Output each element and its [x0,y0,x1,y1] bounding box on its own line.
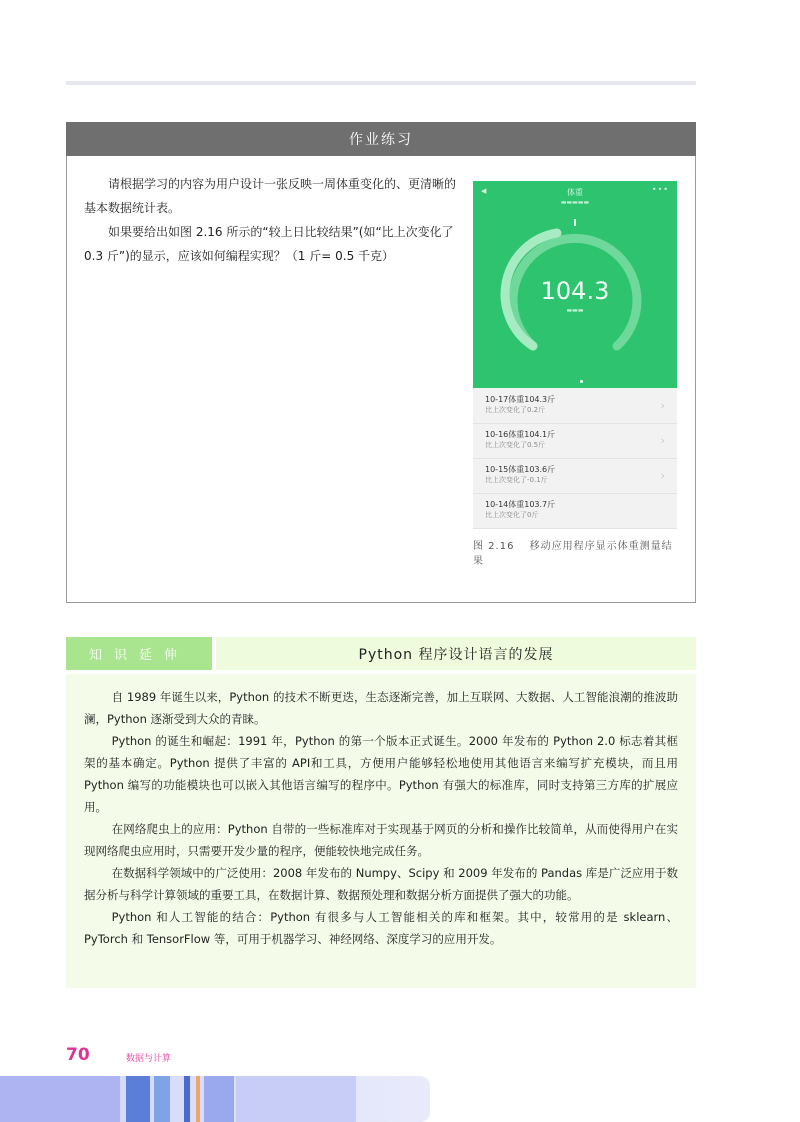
list-item-title: 10-16体重104.1斤 [485,430,556,439]
exercise-header: 作业练习 [66,122,696,156]
weight-value: 104.3 [540,277,610,305]
exercise-paragraph: 如果要给出如图 2.16 所示的“较上日比较结果”(如“比上次变化了 0.3 斤”)的显示，应该如何编程实现？（1 斤= 0.5 千克） [84,225,454,263]
back-arrow-icon: ◀ [481,187,487,195]
knowledge-paragraph: 在网络爬虫上的应用：Python 自带的一些标准库对于实现基于网页的分析和操作比较简单，从而使得用户在实现网络爬虫应用时，只需要开发少量的程序，便能较快地完成任务。 [84,822,678,858]
list-item-change: 比上次变化了0斤 [485,511,539,519]
footer-decor-band [0,1076,430,1122]
more-icon: ••• [651,185,669,194]
list-item-change: 比上次变化了0.2斤 [485,406,546,414]
knowledge-paragraph: Python 和人工智能的结合：Python 有很多与人工智能相关的库和框架。其中，较常用的是 sklearn、PyTorch 和 TensorFlow 等，可用于机器学习、神经网络、深度学习的应用开发。 [84,910,678,946]
list-item-change: 比上次变化了-0.1斤 [485,476,548,484]
weight-gauge-panel [473,181,677,388]
chevron-right-icon: › [660,399,665,412]
list-item-title: 10-15体重103.6斤 [485,465,556,474]
knowledge-paragraph: Python 的诞生和崛起：1991 年，Python 的第一个版本正式诞生。2000 年发布的 Python 2.0 标志着其框架的基本确定。Python 提供了丰富的 API和工具，方便用户能够轻松地使用其他语言来编写扩充模块，而且用 Python 编写的功能模块也可以嵌入其他语言编写的程序中。Python 有强大的标准库，同时支持第三方库的扩展应用。 [84,734,678,814]
page-number: 70 [66,1045,90,1065]
figure-caption: 图 2.16 移动应用程序显示体重测量结果 [473,541,673,567]
app-subtitle-blurred: ▬▬▬▬▬ [560,199,590,206]
weight-history-list [473,389,677,529]
list-item[interactable] [473,459,677,494]
chevron-right-icon: › [660,469,665,482]
list-item-title: 10-14体重103.7斤 [485,500,556,509]
top-divider [66,81,696,85]
knowledge-paragraph: 自 1989 年诞生以来，Python 的技术不断更迭，生态逐渐完善，加上互联网、大数据、人工智能浪潮的推波助澜，Python 逐渐受到大众的青睐。 [84,690,678,726]
exercise-paragraph: 请根据学习的内容为用户设计一张反映一周体重变化的、更清晰的基本数据统计表。 [84,177,457,215]
list-item-title: 10-17体重104.3斤 [485,395,556,404]
list-item-change: 比上次变化了0.5斤 [485,441,546,449]
list-item[interactable] [473,424,677,459]
phone-screenshot-figure [473,181,677,529]
knowledge-title: Python 程序设计语言的发展 [216,637,696,670]
pager-dot [580,380,583,383]
list-item[interactable] [473,389,677,424]
gauge-unit-blurred: ▬▬▬ [566,307,584,314]
knowledge-paragraph: 在数据科学领域中的广泛使用：2008 年发布的 Numpy、Scipy 和 2009 年发布的 Pandas 库是广泛应用于数据分析与科学计算领域的重要工具，在数据计算、数据预处理和数据分析方面提供了强大的功能。 [84,866,678,902]
app-title: 体重 [567,188,583,197]
exercise-text [84,172,458,268]
knowledge-tag: 知识延伸 [66,637,212,670]
knowledge-text [84,686,678,950]
chevron-right-icon: › [660,434,665,447]
book-title: 数据与计算 [126,1054,172,1064]
list-item[interactable] [473,494,677,529]
